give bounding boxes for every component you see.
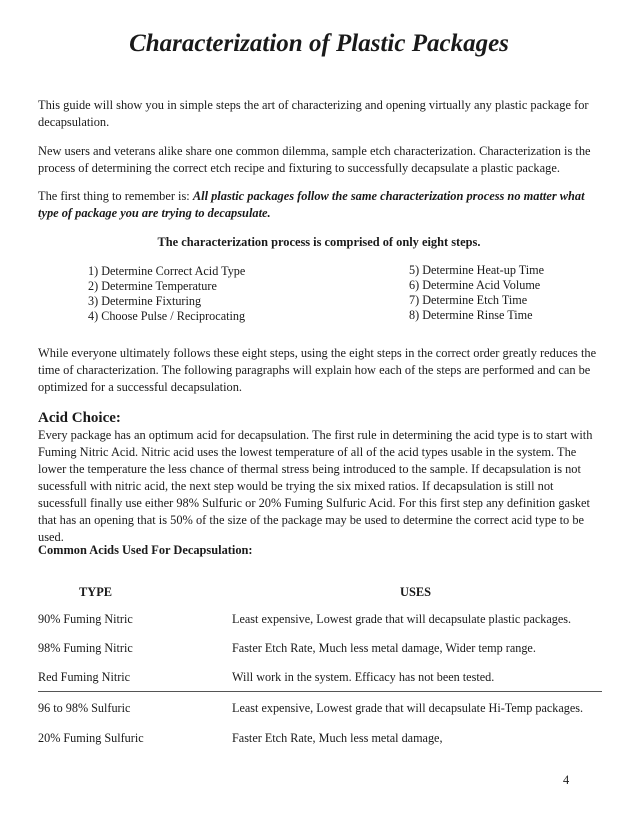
table-cell-type: 98% Fuming Nitric — [38, 641, 133, 655]
table-cell-uses: Will work in the system. Efficacy has not been tested. — [232, 670, 495, 684]
table-divider — [38, 691, 602, 692]
first-thing-lead: The first thing to remember is: — [38, 189, 193, 203]
common-acids-heading: Common Acids Used For Decapsulation: — [38, 543, 253, 557]
step-item: 7) Determine Etch Time — [409, 293, 528, 307]
step-item: 5) Determine Heat-up Time — [409, 263, 545, 277]
order-paragraph: While everyone ultimately follows these eight steps, using the eight steps in the correct order greatly reduces the time of characterization. The following paragraphs will explain how each of the steps are performed and can be optimized for a successful decapsulation. — [38, 346, 597, 394]
table-header-uses: USES — [400, 585, 431, 599]
table-cell-uses: Faster Etch Rate, Much less metal damage, Wider temp range. — [232, 641, 536, 655]
table-cell-uses: Faster Etch Rate, Much less metal damage, — [232, 731, 443, 745]
step-item: 1) Determine Correct Acid Type — [88, 264, 246, 278]
acid-choice-heading: Acid Choice: — [38, 410, 121, 426]
steps-right-list — [409, 263, 544, 323]
first-thing-paragraph — [38, 188, 604, 222]
acid-paragraph: Every package has an optimum acid for decapsulation. The first rule in determining the acid type is to start with Fuming Nitric Acid. Nitric acid uses the lowest temperature of all of the acid types usable in the system. The lower the temperature the less chance of thermal stress being introduced to the sample. If decapsulation is not sucessfull with nitric acid, the next step would be trying the six mixed ratios. If decapsulation is still not sucessfull finally use either 98% Sulfuric or 20% Fuming Sulfuric Acid. For this first step any definition gasket that has an opening that is 50% of the size of the package may be used to determine the correct acid type to be used. — [38, 428, 593, 544]
table-cell-uses: Least expensive, Lowest grade that will decapsulate Hi-Temp packages. — [232, 701, 584, 715]
table-cell-type: Red Fuming Nitric — [38, 670, 131, 684]
table-header-type: TYPE — [79, 585, 113, 599]
dilemma-paragraph: New users and veterans alike share one common dilemma, sample etch characterization. Characterization is the process of determining the correct etch recipe and fixturing to successfully decapsulate a plastic package. — [38, 144, 591, 175]
page-title: Characterization of Plastic Packages — [129, 30, 509, 57]
steps-left-list — [88, 264, 245, 324]
steps-heading: The characterization process is comprised of only eight steps. — [157, 235, 481, 249]
step-item: 4) Choose Pulse / Reciprocating — [88, 309, 246, 323]
step-item: 8) Determine Rinse Time — [409, 308, 533, 322]
page-number: 4 — [563, 773, 570, 787]
table-cell-type: 96 to 98% Sulfuric — [38, 701, 131, 715]
table-cell-type: 90% Fuming Nitric — [38, 612, 133, 626]
step-item: 2) Determine Temperature — [88, 279, 217, 293]
first-thing-emphasis: All plastic packages follow the same characterization process no matter what type of package you are trying to decapsulate. — [38, 189, 585, 220]
step-item: 3) Determine Fixturing — [88, 294, 202, 308]
table-cell-uses: Least expensive, Lowest grade that will decapsulate plastic packages. — [232, 612, 572, 626]
step-item: 6) Determine Acid Volume — [409, 278, 541, 292]
table-cell-type: 20% Fuming Sulfuric — [38, 731, 144, 745]
intro-paragraph: This guide will show you in simple steps the art of characterizing and opening virtually any plastic package for decapsulation. — [38, 98, 589, 129]
